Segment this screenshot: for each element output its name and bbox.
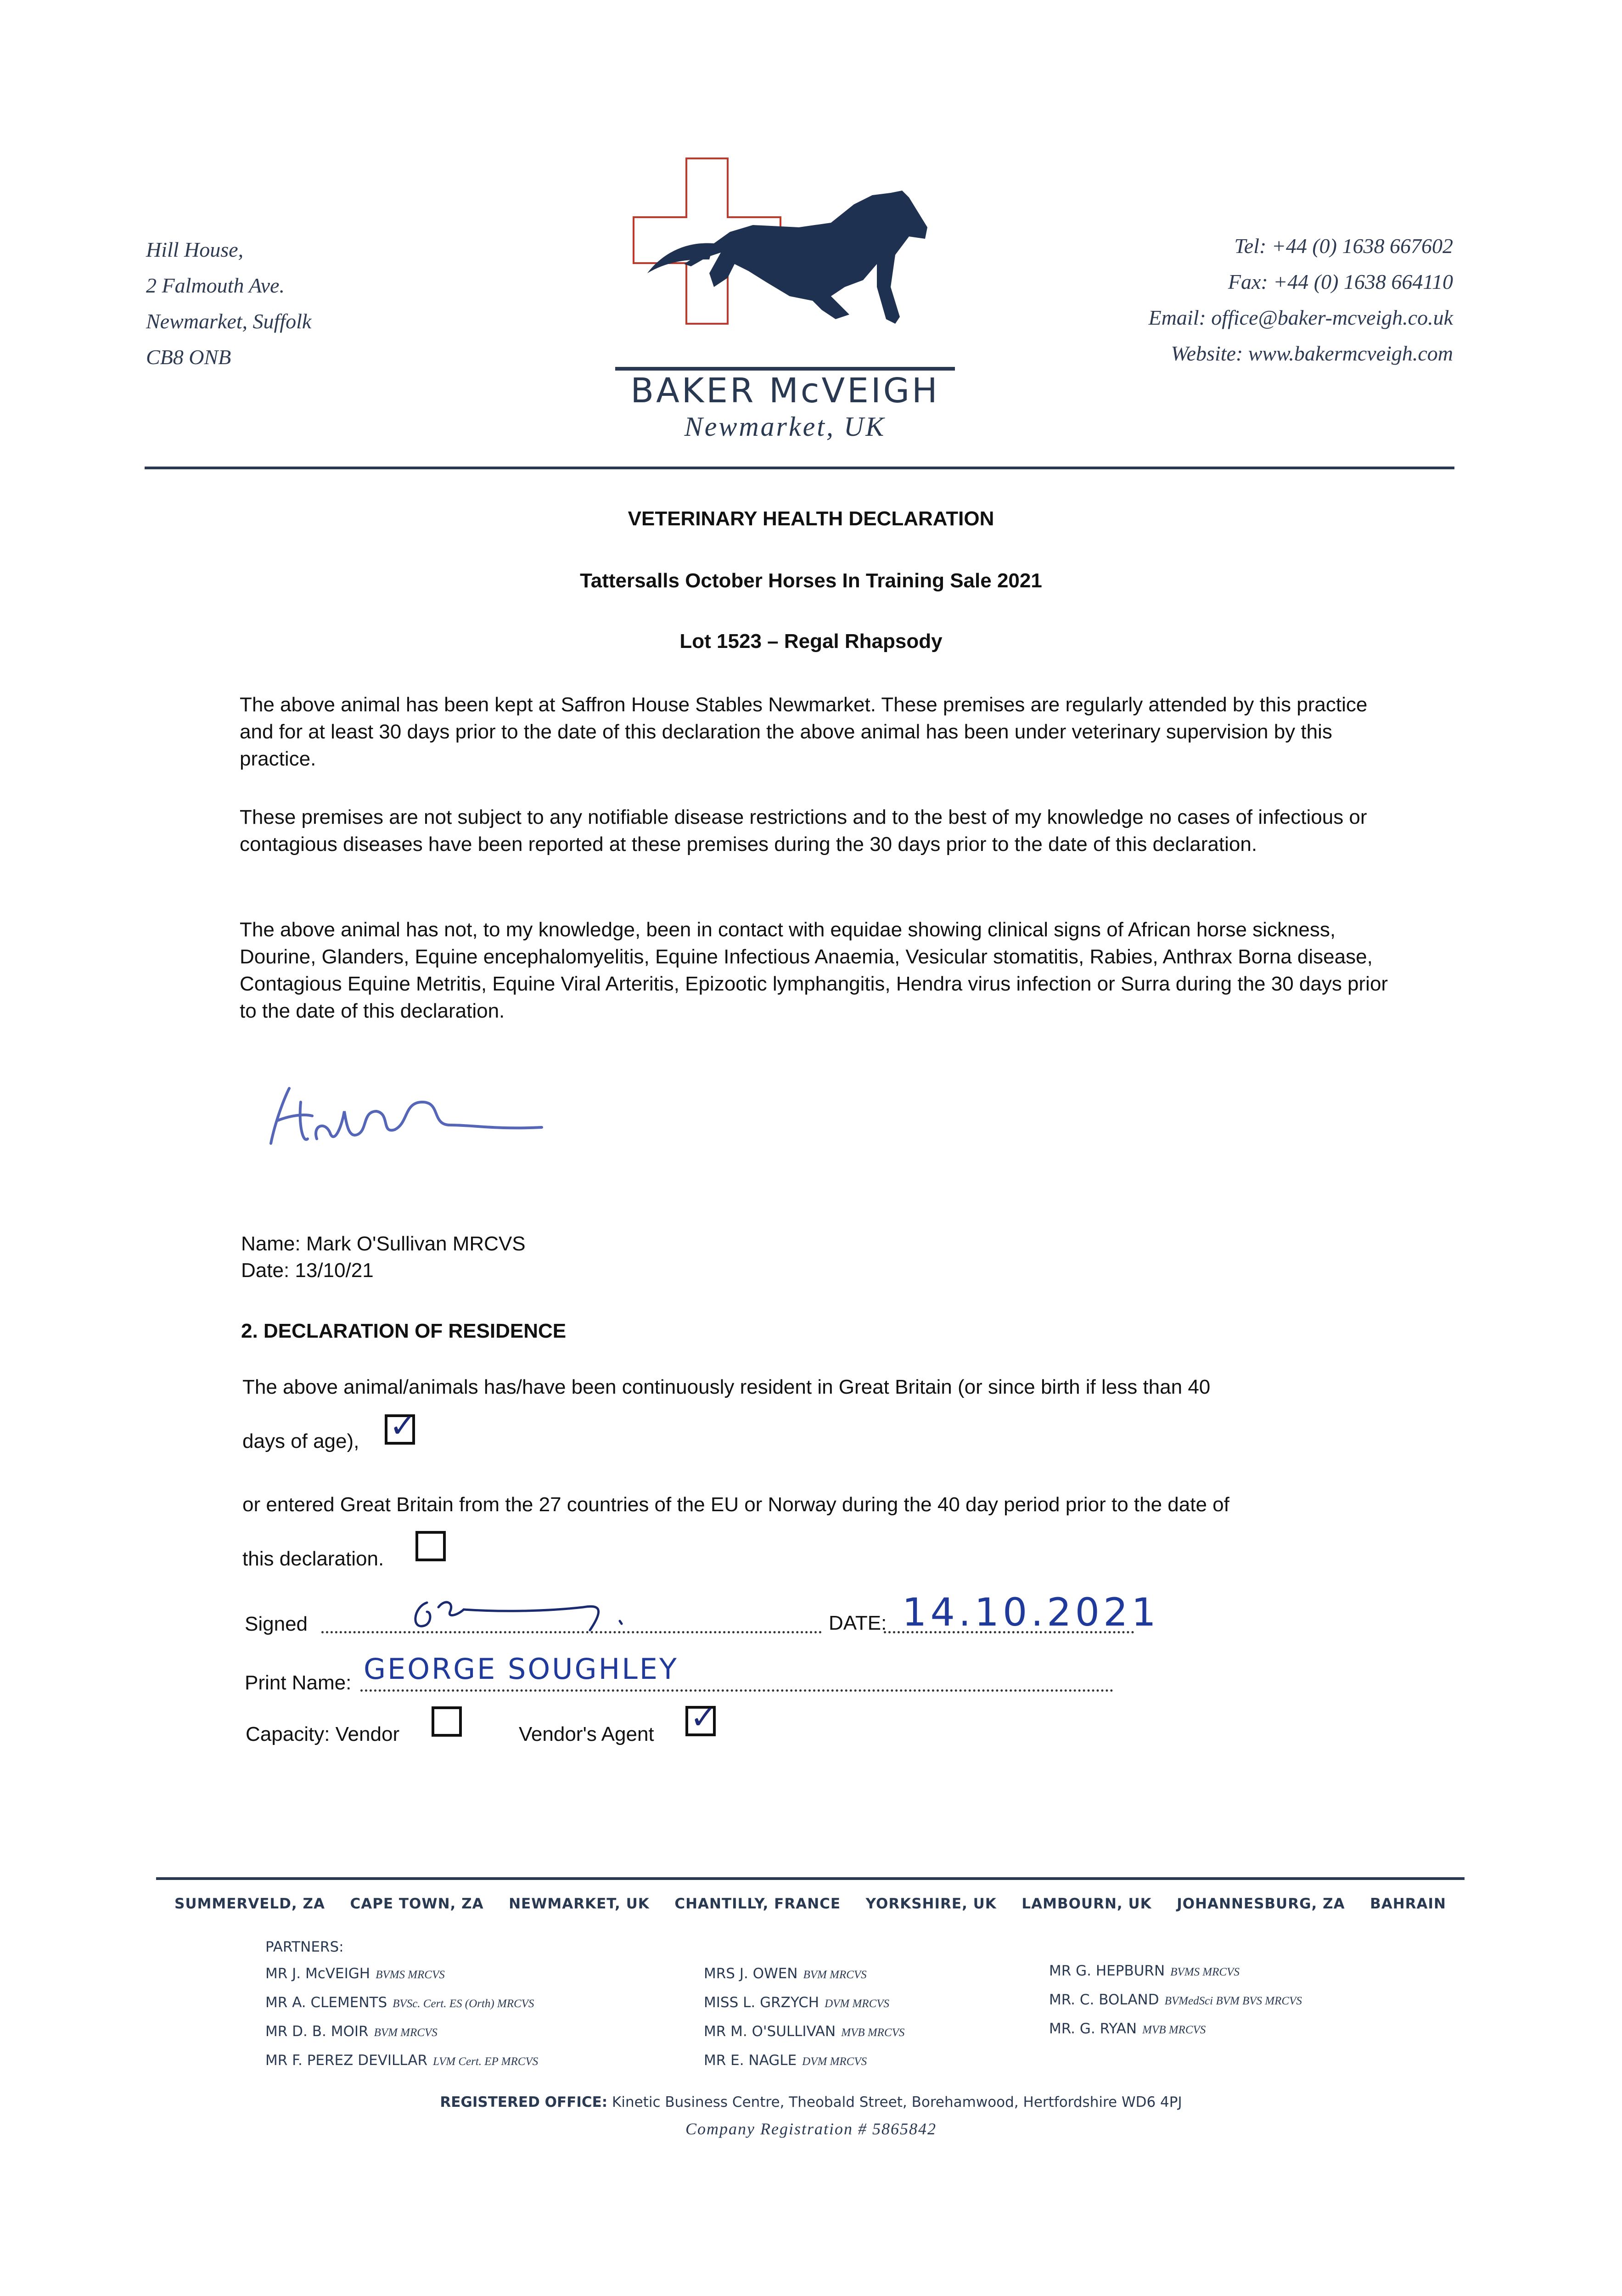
date-value: 14.10.2021 [902,1590,1160,1635]
checkmark-icon: ✓ [690,1699,717,1736]
header-divider [145,467,1454,469]
address-line-1: Hill House, [146,238,244,261]
partner-row: MR A. CLEMENTS BVSc. Cert. ES (Orth) MRCVS [265,1994,534,2011]
residence-heading: 2. DECLARATION OF RESIDENCE [241,1320,567,1342]
city-3: NEWMARKET, UK [509,1896,650,1912]
partner-row: MR M. O'SULLIVAN MVB MRCVS [704,2023,905,2040]
residence-line-1: The above animal/animals has/have been continuously resident in Great Britain (or since birth if less than 40 [242,1376,1211,1398]
vet-date: Date: 13/10/21 [241,1259,374,1282]
vendors-agent-label: Vendor's Agent [519,1723,654,1745]
vendors-agent-checkbox[interactable] [685,1699,717,1736]
print-name-label: Print Name: [245,1671,352,1694]
contact-tel: Tel: +44 (0) 1638 667602 [1234,234,1453,258]
footer-divider [156,1877,1465,1880]
lot-title: Lot 1523 – Regal Rhapsody [679,630,943,653]
document-title: VETERINARY HEALTH DECLARATION [628,507,994,530]
address-line-2: 2 Falmouth Ave. [146,274,285,297]
residence-line-4: this declaration. [242,1548,384,1570]
residence-line-2: days of age), [242,1430,359,1452]
partner-row: MR E. NAGLE DVM MRCVS [704,2052,867,2069]
capacity-vendor-label: Capacity: Vendor [246,1723,400,1745]
city-6: LAMBOURN, UK [1021,1896,1152,1912]
partner-row: MR D. B. MOIR BVM MRCVS [265,2023,438,2040]
resident-gb-checkbox[interactable] [385,1407,416,1445]
print-name-value: GEORGE SOUGHLEY [364,1652,679,1686]
brand-name: BAKER McVEIGH [630,371,940,411]
address-line-4: CB8 ONB [146,345,231,369]
partner-row: MISS L. GRZYCH DVM MRCVS [704,1994,890,2011]
registered-office [0,2094,1622,2110]
city-1: SUMMERVELD, ZA [174,1896,325,1912]
partners-column-2 [704,1960,904,2076]
partner-row: MR F. PEREZ DEVILLAR LVM Cert. EP MRCVS [265,2052,539,2069]
partner-row: MR. C. BOLAND BVMedSci BVM BVS MRCVS [1049,1992,1302,2008]
entered-gb-checkbox[interactable] [415,1531,446,1561]
partner-row: MR. G. RYAN MVB MRCVS [1049,2020,1206,2037]
paragraph-contact: The above animal has not, to my knowledge, been in contact with equidae showing clinical signs of African horse sickness, Dourine, Glanders, Equine encephalomyelitis, Equine Infectious Anaemia, Vesicular stomatitis, Rabies, Anthrax Borna disease, Contagious Equine Metritis, Equine Viral Arteritis, Epizootic lymphangitis, Hendra virus infection or Surra during the 30 days prior to the date of this declaration. [240,918,1388,1022]
checkmark-icon: ✓ [389,1407,416,1445]
sale-title: Tattersalls October Horses In Training Sale 2021 [580,569,1042,592]
paragraph-restrictions: These premises are not subject to any notifiable disease restrictions and to the best of my knowledge no cases of infectious or contagious diseases have been reported at these premises during the 30 days prior to the date of this declaration. [240,806,1367,855]
company-registration: Company Registration # 5865842 [685,2120,937,2138]
contact-email: Email: office@baker-mcveigh.co.uk [1148,306,1453,329]
practice-address [146,232,311,375]
paragraph-supervision: The above animal has been kept at Saffron House Stables Newmarket. These premises are regularly attended by this practice and for at least 30 days prior to the date of this declaration the above animal has been under veterinary supervision by this practice. [240,693,1368,770]
brand-location: Newmarket, UK [684,411,886,442]
signed-label: Signed [245,1613,308,1635]
partner-row: MRS J. OWEN BVM MRCVS [704,1965,867,1982]
city-2: CAPE TOWN, ZA [350,1896,484,1912]
partners-column-1 [265,1960,538,2076]
city-7: JOHANNESBURG, ZA [1177,1896,1345,1912]
horse-cross-logo [615,149,955,379]
vet-signature [257,1070,560,1162]
contact-website: Website: www.bakermcveigh.com [1171,342,1453,365]
partner-row: MR J. McVEIGH BVMS MRCVS [265,1965,445,1982]
date-label: DATE: [829,1612,887,1634]
residence-line-3: or entered Great Britain from the 27 countries of the EU or Norway during the 40 day period prior to the date of [242,1493,1229,1516]
vendor-signature [404,1580,716,1644]
registered-office-address: Kinetic Business Centre, Theobald Street, Borehamwood, Hertfordshire WD6 4PJ [612,2094,1182,2110]
registered-office-label: REGISTERED OFFICE: [440,2094,608,2110]
partner-row: MR G. HEPBURN BVMS MRCVS [1049,1963,1240,1979]
vet-name: Name: Mark O'Sullivan MRCVS [241,1232,526,1255]
address-line-3: Newmarket, Suffolk [146,310,312,333]
contact-fax: Fax: +44 (0) 1638 664110 [1228,270,1453,293]
practice-contact [1149,228,1453,371]
city-5: YORKSHIRE, UK [865,1896,997,1912]
city-8: BAHRAIN [1370,1896,1446,1912]
partners-heading: PARTNERS: [265,1939,344,1955]
vendor-checkbox[interactable] [432,1706,462,1737]
office-locations [156,1896,1465,1912]
city-4: CHANTILLY, FRANCE [674,1896,841,1912]
partners-column-3 [1049,1957,1302,2044]
